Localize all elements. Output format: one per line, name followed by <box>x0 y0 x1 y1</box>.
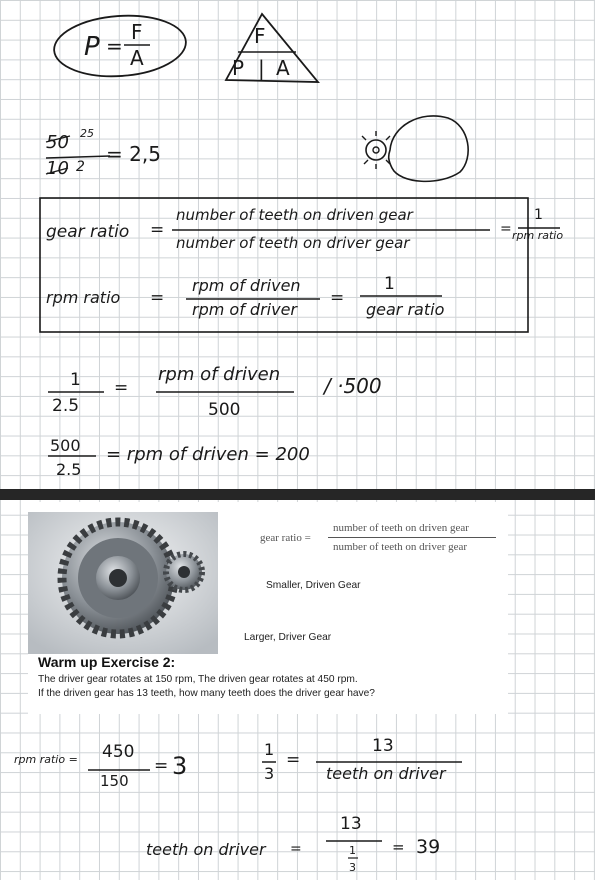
w2-num: 450 <box>102 742 135 762</box>
pressure-lhs: P <box>84 32 100 62</box>
w2-result: 3 <box>172 752 188 780</box>
w1-den-right: 500 <box>208 400 241 420</box>
gear-ratio-label: gear ratio <box>46 222 130 242</box>
w1-num-right: rpm of driven <box>158 364 281 385</box>
reduce-den: 10 <box>46 158 69 179</box>
w2-den2: teeth on driver <box>326 764 446 783</box>
section-divider <box>0 489 595 500</box>
slide-fraction-bar <box>328 537 496 538</box>
large-gear-sketch <box>389 116 468 181</box>
w2-num2: 13 <box>372 736 394 756</box>
w2-final-inner-num: 1 <box>349 844 356 857</box>
triangle-bottom-right: A <box>276 56 290 80</box>
pressure-den: A <box>130 46 144 70</box>
reduce-num: 50 <box>46 132 69 153</box>
w1-line2-den: 2.5 <box>56 460 82 479</box>
side-den: rpm ratio <box>512 229 564 242</box>
exercise-line-2: If the driven gear has 13 teeth, how many teeth does the driver gear have? <box>38 688 375 699</box>
side-eq: = <box>500 221 512 237</box>
larger-gear-label: Larger, Driver Gear <box>244 632 332 643</box>
smaller-gear-label: Smaller, Driven Gear <box>266 580 361 591</box>
pressure-num: F <box>131 20 143 44</box>
slide-gear-ratio-label: gear ratio = <box>260 532 311 544</box>
small-gear-hub-sketch <box>373 147 379 153</box>
w2-frac-one: 1 <box>264 740 275 759</box>
reduce-den-alt: 2 <box>76 159 85 175</box>
w2-den: 150 <box>100 772 129 790</box>
rpm-ratio-num2: 1 <box>384 274 395 294</box>
gears-photo <box>28 512 218 654</box>
w1-one: 1 <box>70 370 81 390</box>
w1-line2-num: 500 <box>50 436 81 455</box>
w2-rpm-label: rpm ratio = <box>14 753 78 766</box>
pressure-eq: = <box>106 34 123 58</box>
w2-final-inner-den: 3 <box>349 861 356 874</box>
gear-ratio-eq: = <box>150 220 165 240</box>
gear-ratio-num: number of teeth on driven gear <box>176 206 413 224</box>
w1-eq: = <box>114 378 129 398</box>
w1-side-note: / ·500 <box>324 374 382 398</box>
w2-final-label: teeth on driver <box>146 840 266 859</box>
pasted-slide <box>28 502 508 714</box>
w2-eq2: = <box>286 750 301 770</box>
w1-line2-eq: = rpm of driven = 200 <box>106 444 310 465</box>
slide-den: number of teeth on driver gear <box>333 541 468 553</box>
triangle-sep: | <box>258 56 265 80</box>
gear-ratio-den: number of teeth on driver gear <box>176 234 410 252</box>
reduce-result: = 2,5 <box>106 142 161 166</box>
w2-final-eq: = <box>290 841 302 857</box>
rpm-ratio-num: rpm of driven <box>192 276 301 295</box>
w2-final-result: 39 <box>416 836 441 858</box>
small-gear-sketch <box>366 140 386 160</box>
w1-den-left: 2.5 <box>52 396 80 416</box>
exercise-line-1: The driver gear rotates at 150 rpm, The driven gear rotates at 450 rpm. <box>38 674 358 685</box>
reduce-num-alt: 25 <box>80 127 94 140</box>
w2-eq: = <box>154 756 169 776</box>
rpm-ratio-label: rpm ratio <box>46 288 121 307</box>
rpm-ratio-den: rpm of driver <box>192 300 297 319</box>
w2-frac-three: 3 <box>264 764 275 783</box>
rpm-ratio-eq2: = <box>330 288 345 308</box>
exercise-title: Warm up Exercise 2: <box>38 654 176 670</box>
w2-final-eq2: = <box>392 838 405 856</box>
w2-final-num: 13 <box>340 814 362 834</box>
rpm-ratio-den2: gear ratio <box>366 300 445 319</box>
triangle-top: F <box>254 24 266 48</box>
side-num: 1 <box>534 207 543 223</box>
slide-num: number of teeth on driven gear <box>333 522 469 534</box>
triangle-bottom-left: P <box>232 56 245 80</box>
rpm-ratio-eq: = <box>150 288 165 308</box>
